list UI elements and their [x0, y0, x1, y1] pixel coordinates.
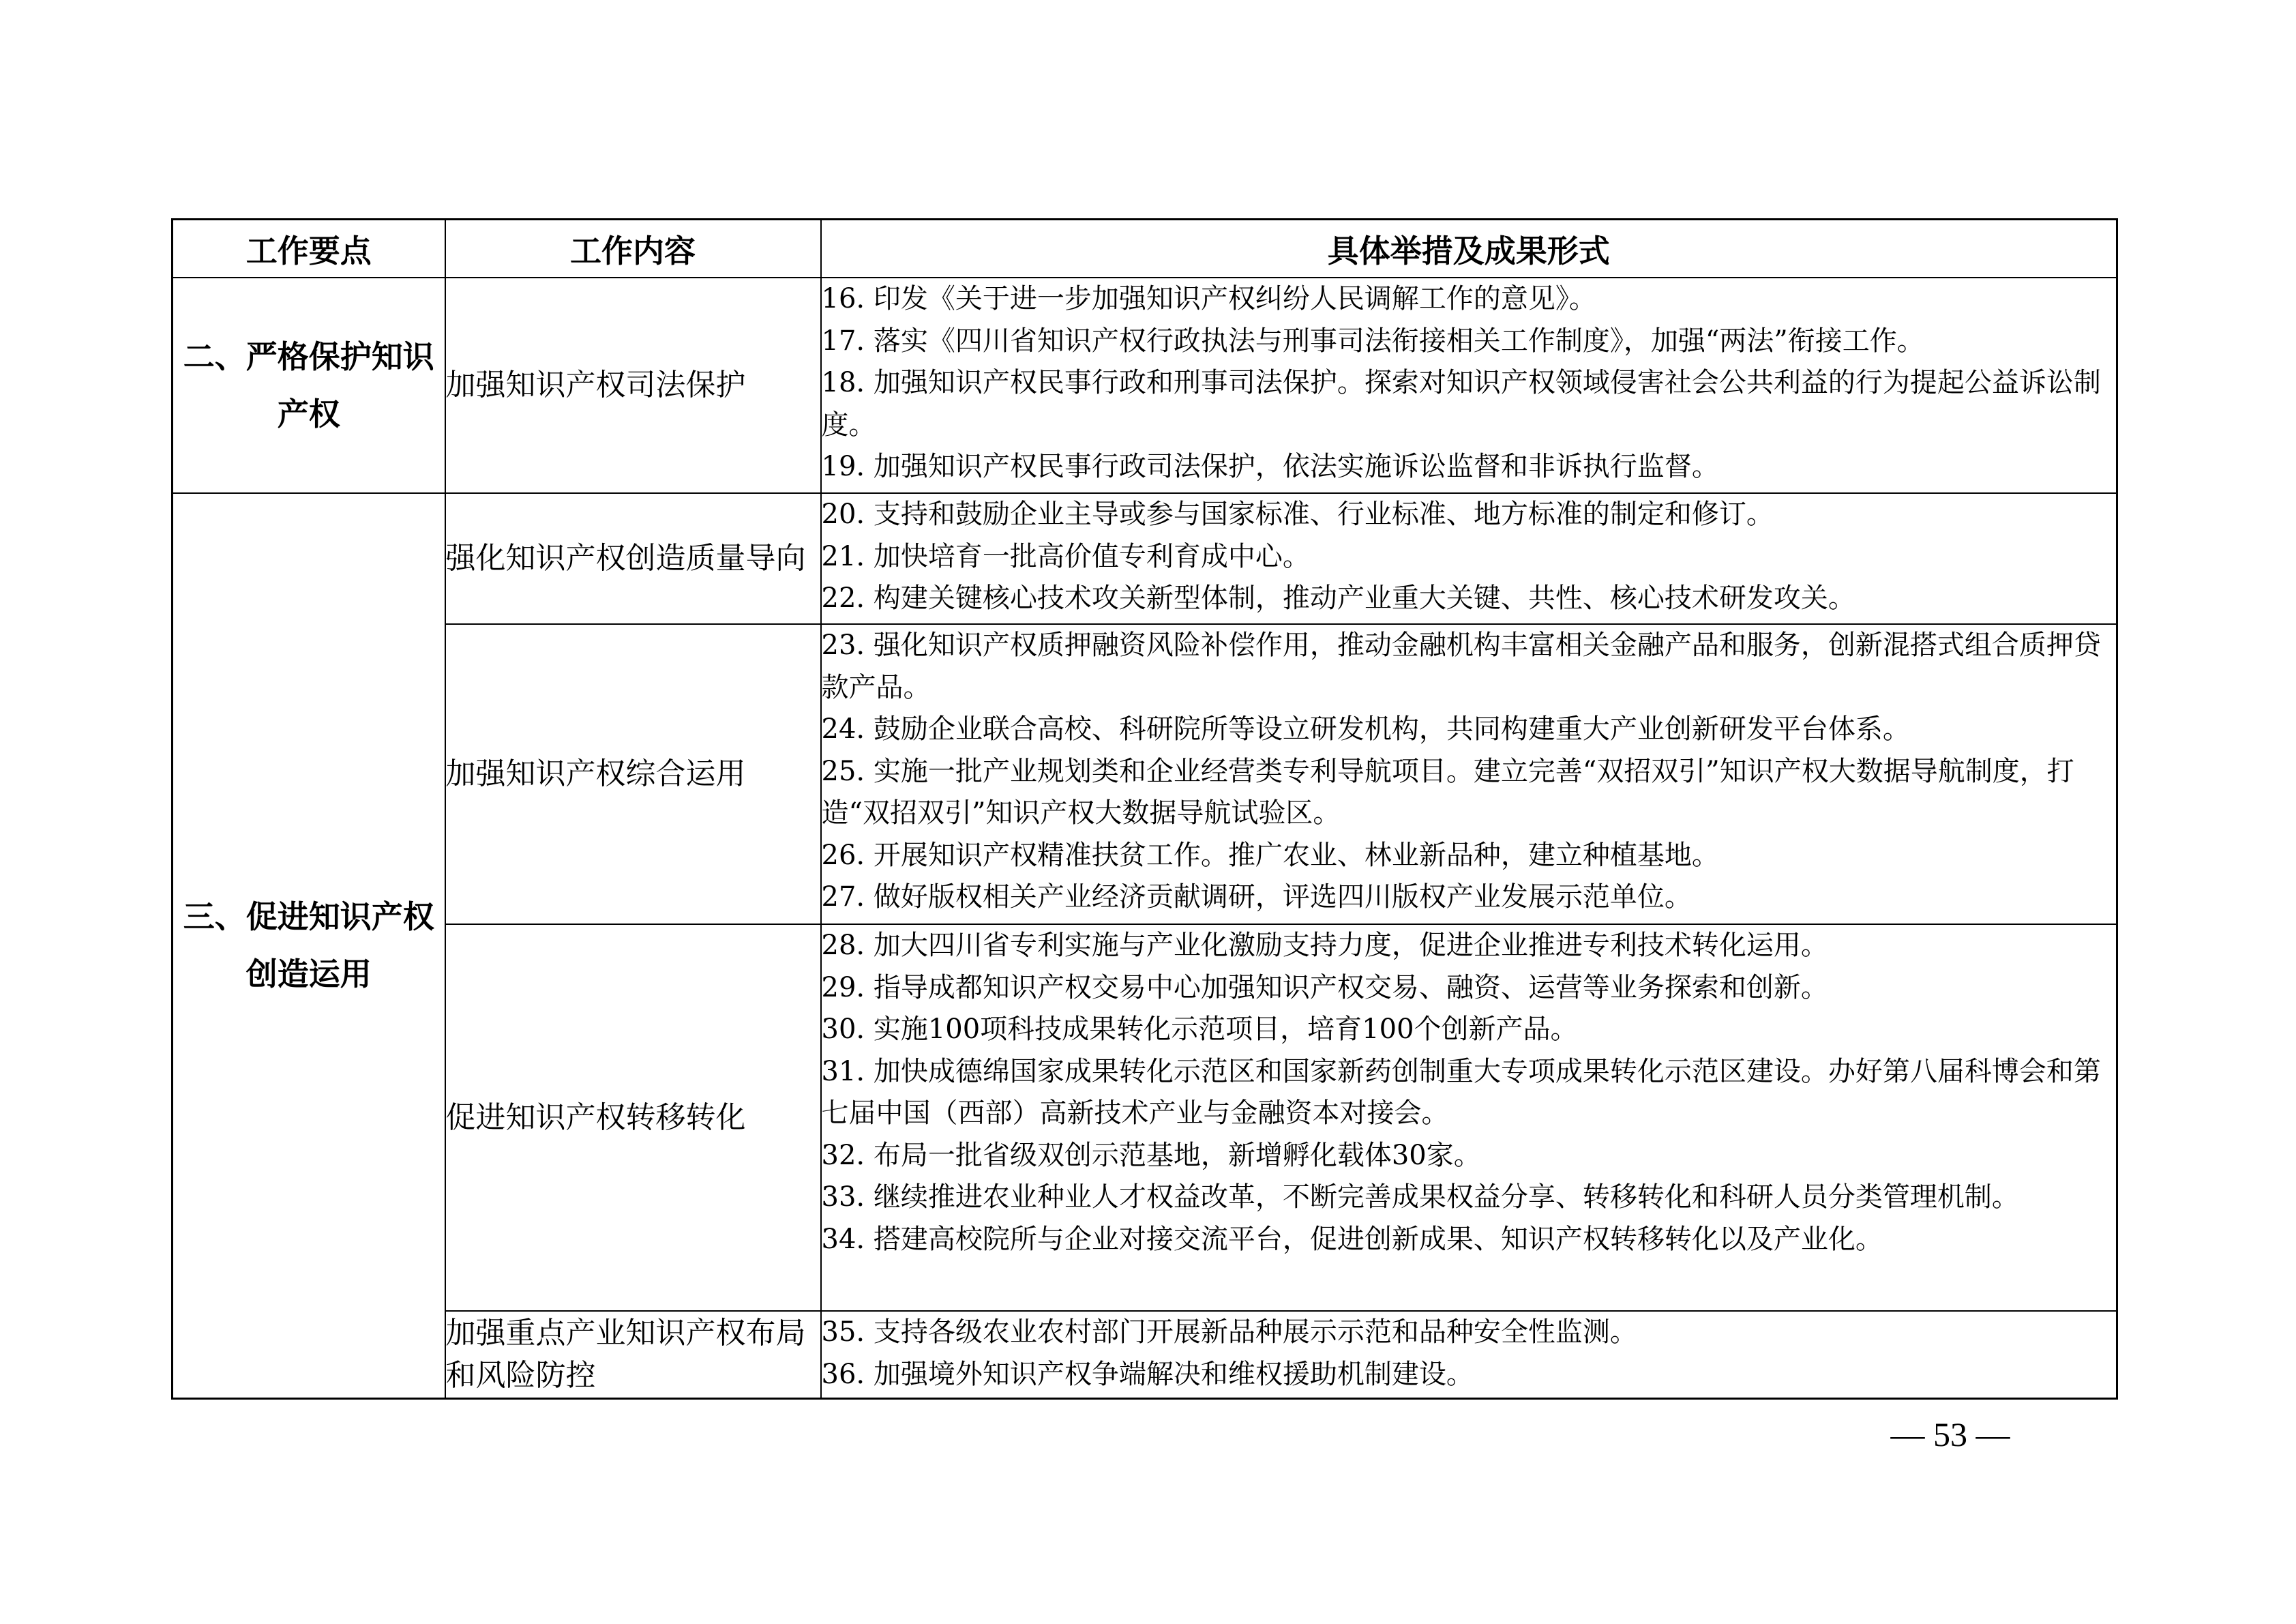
measure-item: 25. 实施一批产业规划类和企业经营类专利导航项目。建立完善“双招双引”知识产权大数据导航制度，打造“双招双引”知识产权大数据导航试验区。	[821, 755, 2074, 829]
work-content-cell: 强化知识产权创造质量导向	[445, 493, 821, 624]
measure-item: 24. 鼓励企业联合高校、科研院所等设立研发机构，共同构建重大产业创新研发平台体系。	[821, 713, 1910, 745]
measure-item: 28. 加大四川省专利实施与产业化激励支持力度，促进企业推进专利技术转化运用。	[821, 930, 1828, 961]
measure-item: 33. 继续推进农业种业人才权益改革，不断完善成果权益分享、转移转化和科研人员分类管理机制。	[821, 1181, 2019, 1213]
measures-cell	[821, 924, 2117, 1311]
measure-item: 36. 加强境外知识产权争端解决和维权援助机制建设。	[821, 1358, 1474, 1390]
table-row	[173, 493, 2117, 624]
table-row	[173, 1311, 2117, 1398]
measure-item: 18. 加强知识产权民事行政和刑事司法保护。探索对知识产权领域侵害社会公共利益的行为提起公益诉讼制度。	[821, 367, 2101, 441]
measure-item: 32. 布局一批省级双创示范基地，新增孵化载体30家。	[821, 1139, 1481, 1171]
work-point-cell: 三、促进知识产权创造运用	[173, 493, 445, 1398]
measure-item: 29. 指导成都知识产权交易中心加强知识产权交易、融资、运营等业务探索和创新。	[821, 971, 1828, 1003]
measure-item: 17. 落实《四川省知识产权行政执法与刑事司法衔接相关工作制度》，加强“两法”衔接工作。	[821, 325, 1924, 357]
measure-item: 26. 开展知识产权精准扶贫工作。推广农业、林业新品种，建立种植基地。	[821, 839, 1719, 871]
table-row	[173, 624, 2117, 924]
measure-item: 27. 做好版权相关产业经济贡献调研，评选四川版权产业发展示范单位。	[821, 881, 1692, 913]
work-point-cell: 二、严格保护知识产权	[173, 278, 445, 493]
work-content-cell: 加强知识产权综合运用	[445, 624, 821, 924]
table-row	[173, 924, 2117, 1311]
work-content-cell: 促进知识产权转移转化	[445, 924, 821, 1311]
measure-item: 19. 加强知识产权民事行政司法保护，依法实施诉讼监督和非诉执行监督。	[821, 451, 1719, 482]
header-measures: 具体举措及成果形式	[821, 220, 2117, 278]
header-work-content: 工作内容	[445, 220, 821, 278]
measure-item: 31. 加快成德绵国家成果转化示范区和国家新药创制重大专项成果转化示范区建设。办好第八届科博会和第七届中国（西部）高新技术产业与金融资本对接会。	[821, 1055, 2101, 1129]
measures-cell	[821, 493, 2117, 624]
page-number: — 53 —	[1890, 1415, 2010, 1453]
measure-item: 21. 加快培育一批高价值专利育成中心。	[821, 540, 1310, 572]
measure-item: 20. 支持和鼓励企业主导或参与国家标准、行业标准、地方标准的制定和修订。	[821, 499, 1774, 530]
work-plan-table	[171, 218, 2118, 1400]
work-content-cell: 加强重点产业知识产权布局和风险防控	[445, 1311, 821, 1398]
work-content-cell: 加强知识产权司法保护	[445, 278, 821, 493]
measures-cell	[821, 278, 2117, 493]
measure-item: 22. 构建关键核心技术攻关新型体制，推动产业重大关键、共性、核心技术研发攻关。	[821, 582, 1855, 614]
measure-item: 30. 实施100项科技成果转化示范项目，培育100个创新产品。	[821, 1014, 1578, 1045]
measure-item: 16. 印发《关于进一步加强知识产权纠纷人民调解工作的意见》。	[821, 283, 1596, 314]
table-row	[173, 278, 2117, 493]
header-work-point: 工作要点	[173, 220, 445, 278]
measures-cell	[821, 624, 2117, 924]
measure-item: 34. 搭建高校院所与企业对接交流平台，促进创新成果、知识产权转移转化以及产业化。	[821, 1223, 1883, 1255]
measure-item: 35. 支持各级农业农村部门开展新品种展示示范和品种安全性监测。	[821, 1316, 1637, 1348]
measure-item: 23. 强化知识产权质押融资风险补偿作用，推动金融机构丰富相关金融产品和服务，创新混搭式组合质押贷款产品。	[821, 630, 2101, 703]
measures-cell	[821, 1311, 2117, 1398]
table-header-row	[173, 220, 2117, 278]
